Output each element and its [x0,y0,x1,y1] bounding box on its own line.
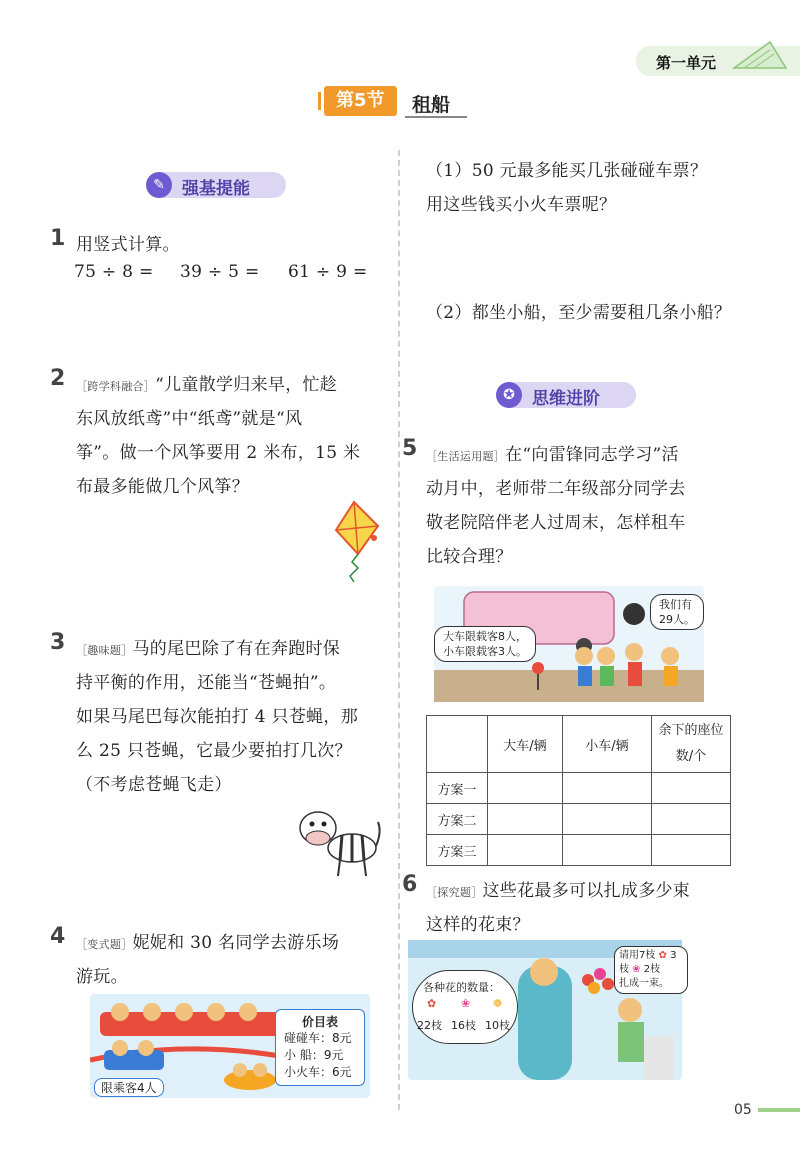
answer-cell[interactable] [563,773,652,804]
question-number: 6 [402,872,418,897]
q3-line-3: 如果马尾巴每次能拍打 4 只苍蝇，那 [76,707,359,727]
question-number: 4 [50,924,66,949]
answer-cell[interactable] [488,804,563,835]
q4-sub1-line-1: （1）50 元最多能买几张碰碰车票？ [426,161,708,181]
q2-line-3: 筝”。做一个风筝要用 2 米布，15 米 [76,443,361,463]
headcount-bubble [650,594,704,630]
q1-item-2: 39 ÷ 5 = [180,262,260,282]
question-number: 5 [402,436,418,461]
q4-sub2: （2）都坐小船，至少需要租几条小船？ [426,303,732,323]
page-accent-bar [758,1108,800,1112]
flower-count-label: 各种花的数量： [423,981,500,994]
table-row-label: 方案二 [427,804,488,835]
answer-cell[interactable] [652,773,731,804]
price-table [275,1009,365,1086]
price-row: 小 船：9元 [284,1048,344,1062]
rose-icon: ✿ [427,997,437,1010]
flower-count: 10枝 [485,1019,510,1032]
answer-cell[interactable] [563,804,652,835]
bouquet-rule-bubble [614,946,688,994]
q3-line-1: ［趣味题］马的尾巴除了有在奔跑时保 [76,639,341,659]
q2-line-1: ［跨学科融合］“儿童散学归来早，忙趁 [76,375,338,395]
table-header-cell [427,716,488,773]
q1-text: 用竖式计算。 [76,235,180,255]
q5-line-4: 比较合理？ [426,547,513,567]
triangle-ruler-icon [730,40,790,72]
q1-item-3: 61 ÷ 9 = [288,262,368,282]
question-number: 2 [50,366,66,391]
q6-tag: ［探究题］ [426,886,483,899]
answer-cell[interactable] [488,835,563,866]
q2-tag: ［跨学科融合］ [76,380,156,393]
q2-line-2: 东风放纸鸢”中“纸鸢”就是“风 [76,409,303,429]
question-number: 1 [50,226,66,251]
bubble-line: 小车限载客3人。 [443,645,527,658]
q4-line-2: 游玩。 [76,967,128,987]
q5-tag: ［生活运用题］ [426,450,506,463]
bus-limit-bubble [434,626,536,662]
q6-line-2: 这样的花束？ [426,915,530,935]
section-badge: 第5节 [324,86,397,116]
bus-rental-illustration [434,586,704,702]
q5-line-1: ［生活运用题］在“向雷锋同志学习”活 [426,445,679,465]
table-row [427,835,731,866]
flower-shop-illustration [408,940,682,1080]
table-header-cell: 大车/辆 [488,716,563,773]
column-divider [398,150,400,1110]
bubble-line: 大车限载客8人， [443,630,527,643]
heading-basic: 强基提能 [182,179,250,199]
flower-count: 22枝 [417,1019,442,1032]
q4-sub1-line-2: 用这些钱买小火车票呢？ [426,195,617,215]
table-header-row [427,716,731,773]
answer-cell[interactable] [488,773,563,804]
page-number: 05 [734,1102,752,1118]
plan-table [426,715,731,866]
q2-line-4: 布最多能做几个风筝？ [76,477,249,497]
bubble-line: 扎成一束。 [619,978,669,989]
table-row-label: 方案三 [427,835,488,866]
price-row: 碰碰车：8元 [284,1031,352,1045]
section-title: 租船 [412,94,451,116]
unit-label: 第一单元 [656,54,717,72]
flower-count: 16枝 [451,1019,476,1032]
price-row: 小火车：6元 [284,1065,352,1079]
medal-icon: ✪ [496,382,522,408]
table-header-cell: 小车/辆 [563,716,652,773]
section-underline [405,116,467,118]
q3-line-5: （不考虑苍蝇飞走） [76,775,232,795]
lily-icon: ❁ [493,997,503,1010]
kite-illustration [328,500,384,584]
q5-line-3: 敬老院陪伴老人过周末，怎样租车 [426,513,686,533]
q6-line-1: ［探究题］这些花最多可以扎成多少束 [426,881,691,901]
limit-label: 限乘客4人 [94,1078,164,1097]
q5-line-2: 动月中，老师带二年级部分同学去 [426,479,686,499]
tulip-icon: ❀ [461,997,471,1010]
answer-cell[interactable] [652,804,731,835]
pencil-icon: ✎ [146,172,172,198]
table-row [427,773,731,804]
q3-tag: ［趣味题］ [76,644,133,657]
bubble-line: 29人。 [659,613,695,626]
table-row [427,804,731,835]
price-table-title: 价目表 [301,1015,338,1029]
zebra-illustration [296,802,382,878]
q4-tag: ［变式题］ [76,938,133,951]
bubble-line: 请用7枝 ✿ 3 [619,950,677,961]
table-row-label: 方案一 [427,773,488,804]
answer-cell[interactable] [563,835,652,866]
bubble-line: 枝 ❀ 2枝 [619,964,661,975]
q3-line-2: 持平衡的作用，还能当“苍蝇拍”。 [76,673,337,693]
answer-cell[interactable] [652,835,731,866]
q4-line-1: ［变式题］妮妮和 30 名同学去游乐场 [76,933,340,953]
heading-advanced: 思维进阶 [532,389,600,409]
flower-count-bubble [412,970,518,1044]
table-header-cell: 余下的座位数/个 [652,716,731,773]
q3-line-4: 么 25 只苍蝇，它最少要拍打几次？ [76,741,352,761]
q1-item-1: 75 ÷ 8 = [74,262,154,282]
bubble-line: 我们有 [659,598,692,611]
question-number: 3 [50,630,66,655]
